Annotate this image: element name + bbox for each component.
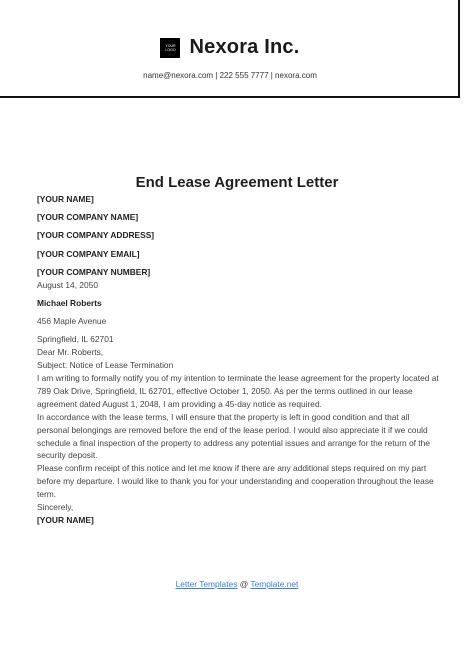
contact-line: name@nexora.com | 222 555 7777 | nexora.com: [143, 71, 317, 80]
template-net-link[interactable]: Template.net: [250, 579, 299, 589]
logo-row: [0, 36, 460, 59]
sender-company-email: [YOUR COMPANY EMAIL]: [37, 248, 140, 259]
sender-company-name: [YOUR COMPANY NAME]: [37, 212, 139, 223]
sender-company-address: [YOUR COMPANY ADDRESS]: [37, 230, 155, 241]
footer-separator: @: [237, 579, 251, 589]
letterhead: [0, 0, 460, 98]
letter-body: [37, 193, 442, 527]
subject-line: Subject: Notice of Lease Termination: [37, 360, 174, 371]
company-name: Nexora Inc.: [189, 36, 300, 58]
company-logo: [160, 38, 180, 58]
logo-text: YOUR LOGO: [165, 43, 176, 52]
letter-templates-link[interactable]: Letter Templates: [175, 579, 238, 589]
closing: Sincerely,: [37, 502, 74, 513]
salutation: Dear Mr. Roberts,: [37, 347, 104, 358]
sender-name: [YOUR NAME]: [37, 194, 94, 204]
recipient-name: Michael Roberts: [37, 297, 102, 308]
letter-date: August 14, 2050: [37, 279, 99, 290]
paragraph-3: Please confirm receipt of this notice and let me know if there are any additional steps required on my part before my departure. I would like to thank you for your understanding and cooperation throughout the lease term.: [37, 463, 434, 500]
paragraph-2: In accordance with the lease terms, I will ensure that the property is left in good condition and that all personal belongings are removed before the end of the lease period. I would also appreciate it if we could schedule a final inspection of the property to address any potential issues and arrange for the return of the security deposit.: [37, 411, 430, 461]
footer: [0, 579, 474, 589]
sender-company-number: [YOUR COMPANY NUMBER]: [37, 266, 151, 277]
recipient-city: Springfield, IL 62701: [37, 334, 114, 345]
letter-title: End Lease Agreement Letter: [135, 174, 339, 191]
signature-name: [YOUR NAME]: [37, 515, 94, 526]
paragraph-1: I am writing to formally notify you of my intention to terminate the lease agreement for the property located at 789 Oak Drive, Springfield, IL 62701, effective October 1, 2050. As per the terms outlined in our lease agreement dated August 1, 2048, I am providing a 45-day notice as required.: [37, 373, 439, 409]
recipient-street: 456 Maple Avenue: [37, 316, 107, 327]
